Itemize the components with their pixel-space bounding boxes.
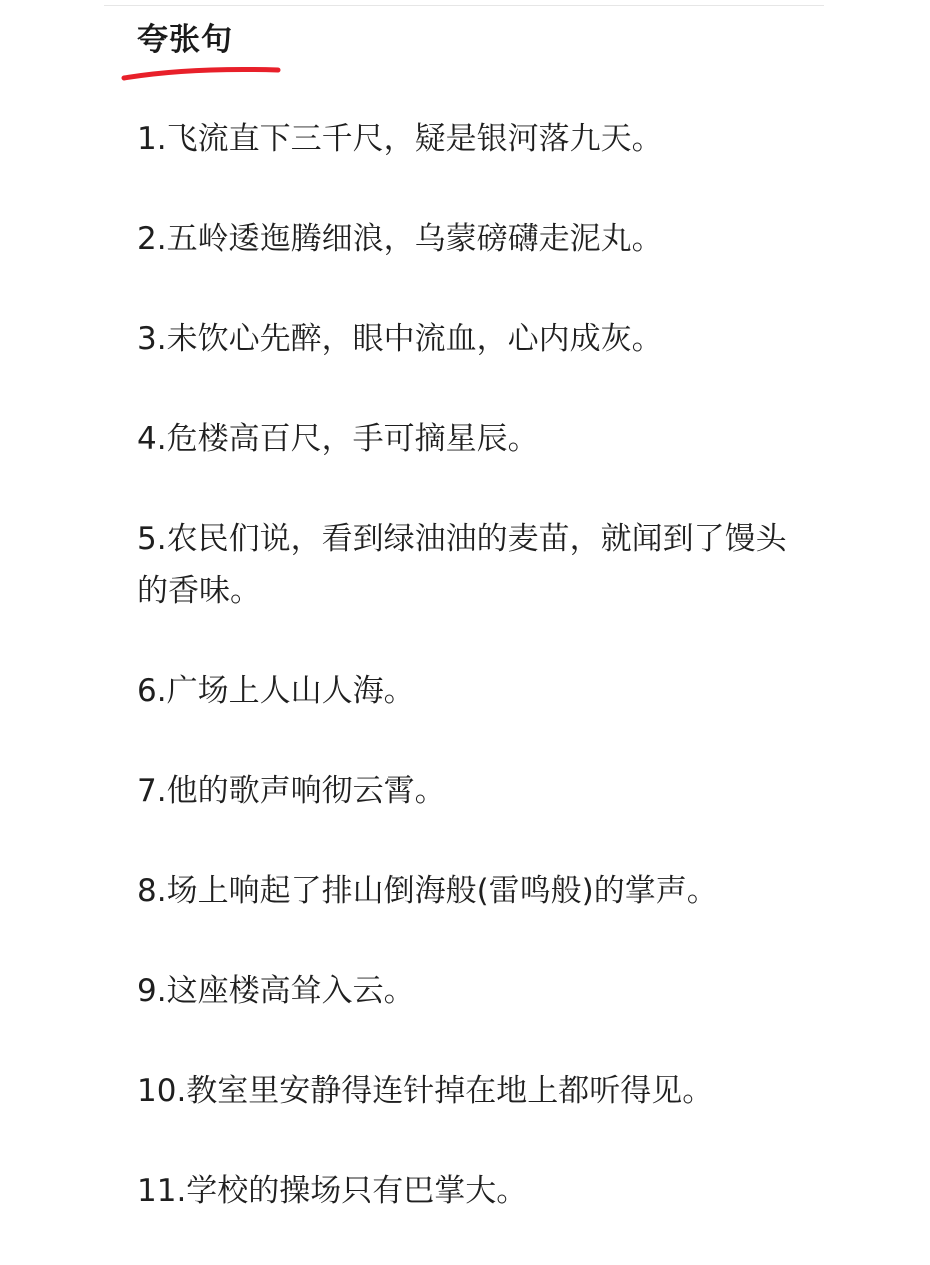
- list-item: 7.他的歌声响彻云霄。: [137, 773, 446, 809]
- list-item: 10.教室里安静得连针掉在地上都听得见。: [137, 1073, 714, 1109]
- list-item: 11.学校的操场只有巴掌大。: [137, 1173, 528, 1209]
- top-divider: [104, 5, 824, 6]
- list-item: 6.广场上人山人海。: [137, 673, 415, 709]
- section-heading: 夸张句: [137, 22, 233, 58]
- list-item: 9.这座楼高耸入云。: [137, 973, 415, 1009]
- list-item: 4.危楼高百尺，手可摘星辰。: [137, 421, 539, 457]
- list-item: 2.五岭逶迤腾细浪，乌蒙磅礴走泥丸。: [137, 221, 663, 257]
- list-item: 5.农民们说，看到绿油油的麦苗，就闻到了馒头的香味。: [137, 521, 787, 609]
- section-heading-block: [137, 18, 233, 62]
- heading-underline-stroke: [120, 62, 290, 86]
- list-item: 8.场上响起了排山倒海般(雷鸣般)的掌声。: [137, 873, 718, 909]
- list-item: 1.飞流直下三千尺，疑是银河落九天。: [137, 121, 663, 157]
- list-item: 3.未饮心先醉，眼中流血，心内成灰。: [137, 321, 663, 357]
- sentence-list: [137, 113, 817, 1265]
